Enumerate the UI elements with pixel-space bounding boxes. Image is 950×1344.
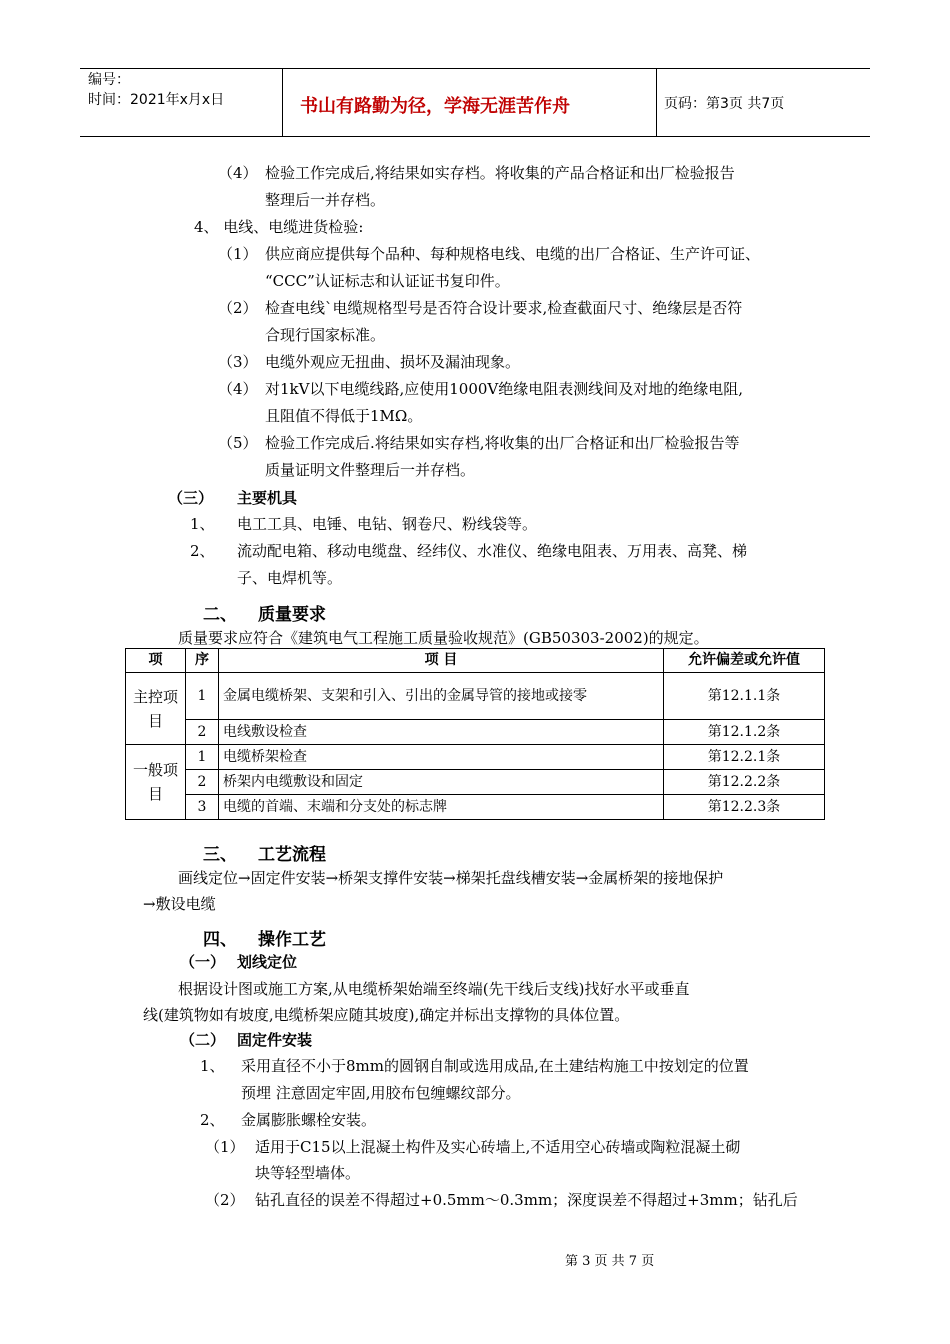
table-row	[126, 770, 825, 795]
paragraph-line: 适用于C15以上混凝土构件及实心砖墙上,不适用空心砖墙或陶粒混凝土砌	[255, 1138, 741, 1156]
paragraph-line: 检验工作完成后,将结果如实存档。将收集的产品合格证和出厂检验报告	[265, 164, 735, 182]
page-footer: 第 3 页 共 7 页	[565, 1254, 655, 1269]
list-marker: 2、	[200, 1111, 225, 1129]
list-marker: 2、	[190, 542, 215, 560]
paragraph-line: 质量证明文件整理后一并存档。	[265, 461, 476, 479]
paragraph-line: 合现行国家标准。	[265, 326, 386, 344]
paragraph-line: 供应商应提供每个品种、每种规格电线、电缆的出厂合格证、生产许可证、	[265, 245, 761, 263]
list-marker: （5）	[218, 434, 258, 452]
paragraph-line: 质量要求应符合《建筑电气工程施工质量验收规范》(GB50303-2002)的规定。	[178, 629, 709, 647]
paragraph-line: 画线定位→固定件安装→桥架支撑件安装→梯架托盘线槽安装→金属桥架的接地保护	[178, 869, 724, 887]
list-marker: （4）	[218, 380, 258, 398]
paragraph-line: →敷设电缆	[143, 895, 216, 913]
table-header: 允许偏差或允许值	[664, 649, 825, 673]
list-marker: （2）	[205, 1191, 245, 1209]
table-header: 项 目	[219, 649, 664, 673]
header-divider	[656, 69, 657, 136]
table-row	[126, 720, 825, 745]
table-header: 项	[126, 649, 186, 673]
table-cell-no: 1	[186, 745, 219, 770]
paragraph-line: 整理后一并存档。	[265, 191, 386, 209]
list-marker: （2）	[218, 299, 258, 317]
subsection-marker: （一）	[180, 953, 226, 971]
table-cell-no: 1	[186, 673, 219, 720]
list-marker: （1）	[205, 1138, 245, 1156]
list-marker: 1、	[200, 1057, 225, 1075]
paragraph-line: 块等轻型墙体。	[255, 1164, 361, 1182]
header-page-info: 页码：第3页 共7页	[664, 96, 785, 112]
list-marker: （4）	[218, 164, 258, 182]
paragraph-line: 钻孔直径的误差不得超过+0.5mm～0.3mm；深度误差不得超过+3mm；钻孔后	[255, 1191, 798, 1209]
table-cell-item: 金属电缆桥架、支架和引入、引出的金属导管的接地或接零	[219, 673, 664, 720]
section-number: 三、	[203, 845, 237, 865]
paragraph-line: 电缆外观应无扭曲、损坏及漏油现象。	[265, 353, 521, 371]
subsection-title: 划线定位	[237, 953, 298, 971]
paragraph-line: 对1kV以下电缆线路,应使用1000V绝缘电阻表测线间及对地的绝缘电阻,	[265, 380, 744, 398]
paragraph-line: 子、电焊机等。	[237, 569, 343, 587]
paragraph-line: 且阻值不得低于1MΩ。	[265, 407, 423, 425]
header-divider	[282, 69, 283, 136]
table-group-cell: 一般项目	[126, 745, 186, 820]
section-title: 工艺流程	[258, 845, 326, 865]
table-cell-no: 3	[186, 795, 219, 820]
table-row	[126, 673, 825, 720]
table-cell-value: 第12.2.2条	[664, 770, 825, 795]
list-marker: （3）	[218, 353, 258, 371]
table-cell-value: 第12.2.3条	[664, 795, 825, 820]
header-time: 时间：2021年x月x日	[88, 92, 225, 108]
table-cell-value: 第12.2.1条	[664, 745, 825, 770]
section-title: 操作工艺	[258, 930, 326, 950]
list-marker: 1、	[190, 515, 215, 533]
paragraph-line: 根据设计图或施工方案,从电缆桥架始端至终端(先干线后支线)找好水平或垂直	[178, 980, 690, 998]
header-motto: 书山有路勤为径，学海无涯苦作舟	[300, 96, 570, 117]
paragraph-line: 流动配电箱、移动电缆盘、经纬仪、水准仪、绝缘电阻表、万用表、高凳、梯	[237, 542, 748, 560]
table-group-cell: 主控项目	[126, 673, 186, 745]
paragraph-line: 采用直径不小于8mm的圆钢自制或选用成品,在土建结构施工中按划定的位置	[241, 1057, 749, 1075]
table-row	[126, 745, 825, 770]
paragraph-line: 金属膨胀螺栓安装。	[241, 1111, 377, 1129]
section-title: 质量要求	[258, 605, 326, 625]
paragraph-line: 预埋 注意固定牢固,用胶布包缠螺纹部分。	[241, 1084, 521, 1102]
table-row	[126, 795, 825, 820]
table-cell-item: 电缆的首端、末端和分支处的标志牌	[219, 795, 664, 820]
table-cell-item: 电缆桥架检查	[219, 745, 664, 770]
table-cell-value: 第12.1.2条	[664, 720, 825, 745]
paragraph-line: “CCC”认证标志和认证证书复印件。	[265, 272, 510, 290]
section-number: 四、	[203, 930, 237, 950]
table-cell-no: 2	[186, 720, 219, 745]
subsection-marker: （三）	[168, 489, 214, 507]
subsection-title: 主要机具	[237, 489, 298, 507]
table-cell-item: 桥架内电缆敷设和固定	[219, 770, 664, 795]
table-header: 序	[186, 649, 219, 673]
list-marker: （1）	[218, 245, 258, 263]
subsection-marker: （二）	[180, 1031, 226, 1049]
paragraph-line: 线(建筑物如有坡度,电缆桥架应随其坡度),确定并标出支撑物的具体位置。	[143, 1006, 630, 1024]
paragraph-line: 检查电线`电缆规格型号是否符合设计要求,检查截面尺寸、绝缘层是否符	[265, 299, 743, 317]
table-cell-no: 2	[186, 770, 219, 795]
header-number: 编号：	[88, 72, 130, 88]
table-header-row	[126, 649, 825, 673]
paragraph-line: 电工工具、电锤、电钻、钢卷尺、粉线袋等。	[237, 515, 538, 533]
paragraph-line: 检验工作完成后.将结果如实存档,将收集的出厂合格证和出厂检验报告等	[265, 434, 740, 452]
section-item: 4、 电线、电缆进货检验:	[194, 218, 364, 236]
subsection-title: 固定件安装	[237, 1031, 313, 1049]
table-cell-item: 电线敷设检查	[219, 720, 664, 745]
section-number: 二、	[203, 605, 237, 625]
table-cell-value: 第12.1.1条	[664, 673, 825, 720]
quality-table	[125, 648, 825, 820]
